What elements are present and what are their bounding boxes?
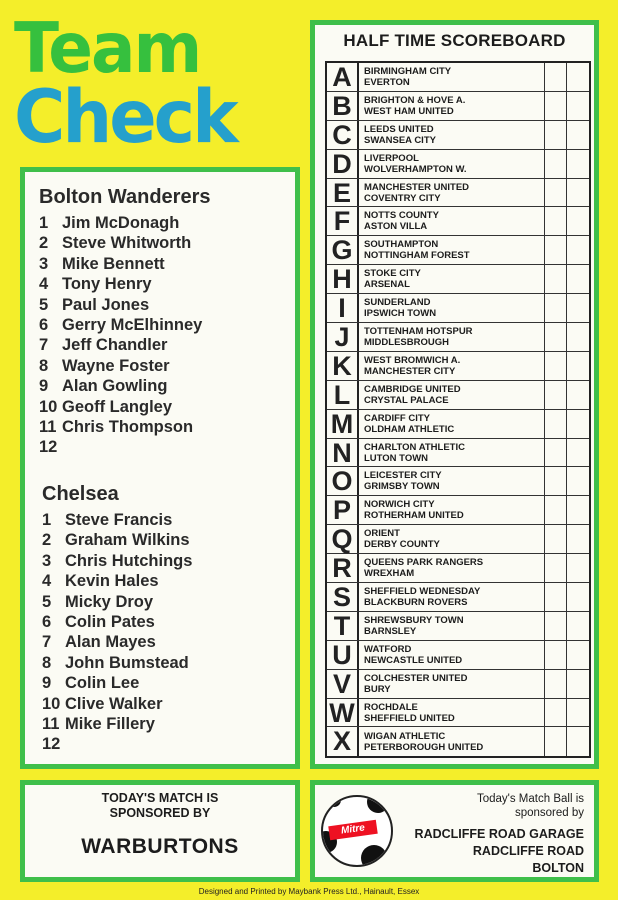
match-letter: M — [327, 410, 359, 438]
home-score-box — [545, 699, 567, 727]
home-team: MANCHESTER UNITED — [364, 181, 470, 193]
player-name: Gerry McElhinney — [62, 316, 203, 334]
scoreboard-row — [327, 236, 589, 265]
away-team: ASTON VILLA — [364, 221, 428, 233]
team-name: Bolton Wanderers — [39, 186, 211, 208]
fixture — [359, 583, 545, 611]
player-row — [42, 632, 156, 652]
team-name: Chelsea — [42, 483, 119, 505]
fixture — [359, 323, 545, 351]
fixture — [359, 236, 545, 264]
fixture — [359, 63, 545, 91]
away-score-box — [567, 352, 589, 380]
ball-sponsor-panel — [310, 780, 599, 882]
fixture — [359, 352, 545, 380]
away-team: WEST HAM UNITED — [364, 105, 454, 117]
scoreboard-row — [327, 496, 589, 525]
match-letter: H — [327, 265, 359, 293]
player-name: Steve Whitworth — [62, 234, 192, 253]
home-score-box — [545, 323, 567, 351]
match-letter: F — [327, 207, 359, 235]
home-score-box — [545, 207, 567, 235]
scoreboard-row — [327, 641, 589, 670]
fixture — [359, 612, 545, 640]
player-row — [42, 551, 192, 571]
player-row — [39, 274, 152, 294]
away-score-box — [567, 612, 589, 640]
match-letter: G — [327, 236, 359, 264]
player-name: Tony Henry — [62, 275, 152, 294]
match-letter: C — [327, 121, 359, 149]
home-score-box — [545, 150, 567, 178]
player-name: Chris Thompson — [62, 418, 194, 436]
ball-brand-logo: Mitre — [328, 820, 377, 841]
away-team: BLACKBURN ROVERS — [364, 596, 468, 608]
match-letter: R — [327, 554, 359, 582]
away-team: ROTHERHAM UNITED — [364, 510, 464, 522]
away-team: BARNSLEY — [364, 625, 417, 637]
away-score-box — [567, 554, 589, 582]
player-number: 9 — [39, 377, 49, 396]
player-number: 10 — [39, 397, 58, 416]
away-score-box — [567, 699, 589, 727]
away-team: OLDHAM ATHLETIC — [364, 423, 455, 435]
player-row — [42, 612, 155, 632]
player-name: Mike Fillery — [65, 715, 155, 733]
match-letter: V — [327, 670, 359, 698]
team-lineups-panel — [20, 167, 300, 769]
scoreboard-row — [327, 583, 589, 612]
half-time-scoreboard-panel — [310, 20, 599, 769]
home-team: NOTTS COUNTY — [364, 210, 439, 222]
scoreboard-row — [327, 467, 589, 496]
match-letter: E — [327, 179, 359, 207]
match-letter: T — [327, 612, 359, 640]
home-score-box — [545, 467, 567, 495]
home-team: WIGAN ATHLETIC — [364, 730, 446, 742]
home-team: CAMBRIDGE UNITED — [364, 383, 461, 395]
player-name: Kevin Hales — [65, 572, 159, 591]
player-name: Colin Pates — [65, 613, 155, 631]
away-score-box — [567, 265, 589, 293]
player-number: 7 — [42, 633, 52, 652]
away-team: GRIMSBY TOWN — [364, 481, 440, 493]
away-score-box — [567, 236, 589, 264]
away-score-box — [567, 150, 589, 178]
match-sponsor-label-2: SPONSORED BY — [109, 806, 211, 820]
match-letter: Q — [327, 525, 359, 553]
player-name: John Bumstead — [65, 653, 189, 672]
player-number: 5 — [39, 295, 49, 314]
away-team: MANCHESTER CITY — [364, 365, 456, 377]
away-team: WOLVERHAMPTON W. — [364, 163, 467, 175]
home-score-box — [545, 641, 567, 669]
away-team: PETERBOROUGH UNITED — [364, 741, 484, 753]
match-sponsor-panel — [20, 780, 300, 882]
home-score-box — [545, 410, 567, 438]
away-team: COVENTRY CITY — [364, 192, 441, 204]
home-score-box — [545, 294, 567, 322]
scoreboard-row — [327, 63, 589, 92]
fixture — [359, 92, 545, 120]
player-number: 5 — [42, 592, 52, 611]
match-letter: J — [327, 323, 359, 351]
player-number: 8 — [39, 356, 49, 375]
player-name: Alan Gowling — [62, 377, 168, 396]
away-team: DERBY COUNTY — [364, 539, 440, 551]
player-name: Alan Mayes — [65, 633, 156, 652]
match-letter: O — [327, 467, 359, 495]
player-number: 11 — [42, 715, 60, 733]
player-number: 12 — [39, 438, 58, 457]
away-score-box — [567, 323, 589, 351]
home-team: ROCHDALE — [364, 701, 418, 713]
player-name: Clive Walker — [65, 694, 163, 713]
away-team: IPSWICH TOWN — [364, 308, 437, 320]
player-name: Chris Hutchings — [65, 551, 193, 570]
match-letter: I — [327, 294, 359, 322]
home-team: BIRMINGHAM CITY — [364, 65, 452, 77]
home-score-box — [545, 496, 567, 524]
away-team: WREXHAM — [364, 568, 415, 580]
away-score-box — [567, 381, 589, 409]
player-name: Steve Francis — [65, 511, 173, 529]
player-row — [42, 653, 189, 673]
player-name: Jim McDonagh — [62, 214, 180, 232]
fixture — [359, 179, 545, 207]
player-number: 9 — [42, 674, 52, 693]
scoreboard-row — [327, 179, 589, 208]
home-team: TOTTENHAM HOTSPUR — [364, 325, 473, 337]
fixture — [359, 265, 545, 293]
player-number: 1 — [39, 214, 49, 232]
scoreboard-row — [327, 207, 589, 236]
player-name: Colin Lee — [65, 674, 140, 693]
away-score-box — [567, 496, 589, 524]
player-row — [39, 254, 165, 274]
home-team: CHARLTON ATHLETIC — [364, 441, 465, 453]
scoreboard-grid — [325, 61, 591, 758]
match-ball-image — [321, 795, 393, 867]
home-score-box — [545, 670, 567, 698]
home-team: COLCHESTER UNITED — [364, 672, 468, 684]
scoreboard-row — [327, 150, 589, 179]
home-score-box — [545, 352, 567, 380]
scoreboard-row — [327, 439, 589, 468]
fixture — [359, 121, 545, 149]
away-score-box — [567, 121, 589, 149]
scoreboard-row — [327, 92, 589, 121]
player-name: Geoff Langley — [62, 397, 173, 416]
home-score-box — [545, 439, 567, 467]
away-score-box — [567, 179, 589, 207]
scoreboard-row — [327, 410, 589, 439]
player-number: 7 — [39, 336, 49, 355]
fixture — [359, 525, 545, 553]
printer-credit: Designed and Printed by Maybank Press Ltd., Hainault, Essex — [198, 887, 420, 896]
home-team: LEICESTER CITY — [364, 470, 442, 482]
match-sponsor-label-1: TODAY'S MATCH IS — [101, 791, 219, 805]
match-letter: A — [327, 63, 359, 91]
home-team: WATFORD — [364, 643, 412, 655]
away-team: SHEFFIELD UNITED — [364, 712, 455, 724]
away-team: BURY — [364, 683, 391, 695]
scoreboard-row — [327, 381, 589, 410]
home-score-box — [545, 236, 567, 264]
player-name: Paul Jones — [62, 295, 150, 314]
away-score-box — [567, 525, 589, 553]
fixture — [359, 467, 545, 495]
home-score-box — [545, 121, 567, 149]
home-team: SUNDERLAND — [364, 297, 431, 309]
away-team: ARSENAL — [364, 279, 410, 291]
away-team: SWANSEA CITY — [364, 134, 436, 146]
home-score-box — [545, 612, 567, 640]
away-score-box — [567, 670, 589, 698]
away-team: LUTON TOWN — [364, 452, 429, 464]
home-team: NORWICH CITY — [364, 499, 435, 511]
home-team: BRIGHTON & HOVE A. — [364, 94, 466, 106]
ball-sponsor-label-2: sponsored by — [514, 807, 584, 819]
player-number: 12 — [42, 735, 61, 754]
away-score-box — [567, 92, 589, 120]
player-row — [42, 592, 153, 612]
home-score-box — [545, 583, 567, 611]
player-number: 11 — [39, 418, 57, 436]
scoreboard-row — [327, 699, 589, 728]
fixture — [359, 496, 545, 524]
player-number: 3 — [39, 254, 49, 273]
player-row — [42, 571, 159, 591]
player-row — [39, 376, 167, 396]
away-score-box — [567, 439, 589, 467]
scoreboard-row — [327, 323, 589, 352]
player-name: Wayne Foster — [62, 356, 170, 375]
home-team: LIVERPOOL — [364, 152, 419, 164]
player-number: 10 — [42, 694, 61, 713]
home-score-box — [545, 554, 567, 582]
player-row — [39, 397, 172, 417]
fixture — [359, 554, 545, 582]
fixture — [359, 670, 545, 698]
fixture — [359, 150, 545, 178]
match-sponsor-name: WARBURTONS — [81, 835, 239, 858]
home-score-box — [545, 92, 567, 120]
scoreboard-row — [327, 670, 589, 699]
fixture — [359, 727, 545, 756]
fixture — [359, 207, 545, 235]
player-row — [42, 714, 155, 734]
home-team: LEEDS UNITED — [364, 123, 434, 135]
away-team: MIDDLESBROUGH — [364, 336, 449, 348]
player-name: Graham Wilkins — [65, 531, 190, 550]
match-letter: B — [327, 92, 359, 120]
home-team: STOKE CITY — [364, 268, 421, 280]
fixture — [359, 699, 545, 727]
player-number: 6 — [42, 613, 52, 631]
away-team: NEWCASTLE UNITED — [364, 654, 463, 666]
player-number: 8 — [42, 653, 52, 672]
fixture — [359, 410, 545, 438]
player-row — [39, 437, 62, 457]
home-team: ORIENT — [364, 528, 400, 540]
away-score-box — [567, 410, 589, 438]
away-score-box — [567, 583, 589, 611]
player-row — [39, 356, 170, 376]
scoreboard-title: HALF TIME SCOREBOARD — [343, 31, 566, 50]
fixture — [359, 294, 545, 322]
home-team: SHREWSBURY TOWN — [364, 614, 464, 626]
away-score-box — [567, 207, 589, 235]
match-letter: N — [327, 439, 359, 467]
player-row — [39, 315, 202, 335]
scoreboard-row — [327, 612, 589, 641]
away-score-box — [567, 727, 589, 756]
match-letter: X — [327, 727, 359, 756]
match-letter: P — [327, 496, 359, 524]
fixture — [359, 641, 545, 669]
home-score-box — [545, 727, 567, 756]
player-row — [39, 233, 191, 253]
home-team: QUEENS PARK RANGERS — [364, 557, 484, 569]
match-letter: W — [327, 699, 359, 727]
player-row — [39, 295, 149, 315]
away-team: EVERTON — [364, 76, 410, 88]
player-number: 2 — [39, 234, 49, 253]
home-score-box — [545, 525, 567, 553]
scoreboard-row — [327, 525, 589, 554]
player-row — [42, 694, 163, 714]
away-team: NOTTINGHAM FOREST — [364, 250, 470, 262]
fixture — [359, 439, 545, 467]
player-name: Jeff Chandler — [62, 336, 168, 355]
ball-sponsor-name-3: BOLTON — [532, 861, 584, 875]
ball-sponsor-name-1: RADCLIFFE ROAD GARAGE — [414, 827, 584, 841]
scoreboard-row — [327, 352, 589, 381]
home-score-box — [545, 265, 567, 293]
player-row — [39, 335, 167, 355]
home-team: CARDIFF CITY — [364, 412, 430, 424]
home-team: SHEFFIELD WEDNESDAY — [364, 585, 481, 597]
match-letter: U — [327, 641, 359, 669]
away-score-box — [567, 641, 589, 669]
away-score-box — [567, 467, 589, 495]
player-row — [39, 213, 179, 233]
away-team: CRYSTAL PALACE — [364, 394, 449, 406]
scoreboard-row — [327, 265, 589, 294]
home-team: SOUTHAMPTON — [364, 239, 439, 251]
page-title-team: Team — [14, 8, 201, 89]
page-title-check: Check — [14, 73, 236, 161]
player-name: Micky Droy — [65, 592, 154, 611]
scoreboard-row — [327, 554, 589, 583]
away-score-box — [567, 63, 589, 91]
player-row — [42, 510, 172, 530]
player-name: Mike Bennett — [62, 254, 165, 273]
ball-sponsor-name-2: RADCLIFFE ROAD — [472, 844, 584, 858]
player-row — [42, 673, 139, 693]
scoreboard-row — [327, 727, 589, 756]
player-number: 3 — [42, 551, 52, 570]
home-score-box — [545, 179, 567, 207]
home-score-box — [545, 381, 567, 409]
player-row — [42, 734, 65, 754]
player-row — [39, 417, 193, 437]
match-letter: L — [327, 381, 359, 409]
ball-sponsor-label-1: Today's Match Ball is — [476, 793, 584, 805]
player-number: 4 — [39, 275, 49, 294]
match-letter: K — [327, 352, 359, 380]
home-score-box — [545, 63, 567, 91]
player-number: 1 — [42, 511, 52, 529]
player-number: 4 — [42, 572, 52, 591]
player-number: 6 — [39, 316, 49, 334]
match-letter: S — [327, 583, 359, 611]
scoreboard-row — [327, 121, 589, 150]
away-score-box — [567, 294, 589, 322]
player-row — [42, 530, 190, 550]
home-team: WEST BROMWICH A. — [364, 354, 461, 366]
fixture — [359, 381, 545, 409]
scoreboard-row — [327, 294, 589, 323]
player-number: 2 — [42, 531, 52, 550]
match-letter: D — [327, 150, 359, 178]
